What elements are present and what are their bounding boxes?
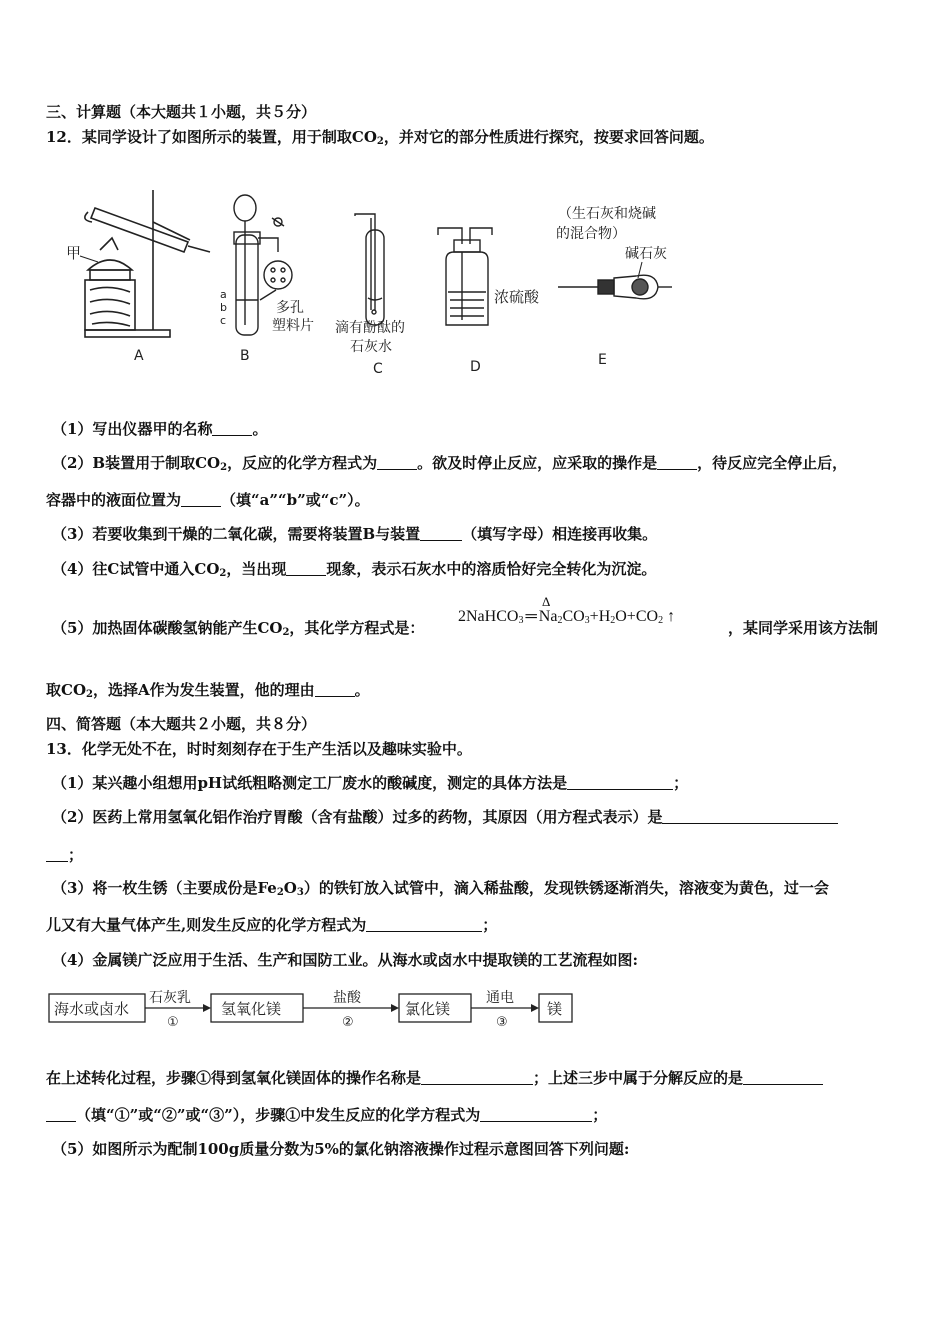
label-c-desc-2: 石灰水 [350,339,392,355]
label-c-desc-1: 滴有酚酞的 [335,320,405,336]
answer-blank[interactable] [212,421,252,436]
apparatus-a [85,190,210,337]
svg-text:c: c [220,314,227,327]
caption-e: E [598,352,607,368]
q12-part4: （4）往C试管中通入$CO_2$，当出现 现象，表示石灰水中的溶质恰好完全转化为沉淀。 [52,560,657,579]
q13-part4-line2: 在上述转化过程，步骤①得到氢氧化镁固体的操作名称是 ；上述三步中属于分解反应的是 [46,1068,823,1088]
q13-part4: （4）金属镁广泛应用于生活、生产和国防工业。从海水或卤水中提取镁的工艺流程如图: [52,951,638,969]
q12-part3: （3）若要收集到干燥的二氧化碳，需要将装置B与装置 （填写字母）相连接再收集。 [52,525,658,543]
label-e-desc-2: 的混合物） [556,226,626,242]
q13-part3: （3）将一枚生锈（主要成份是$Fe_2O_3$）的铁钉放入试管中，滴入稀盐酸，发现铁锈逐渐消失，溶液变为黄色，过一会 [52,879,829,898]
q13-part5: （5）如图所示为配制100g质量分数为5%的氯化钠溶液操作过程示意图回答下列问题: [52,1140,630,1158]
answer-blank[interactable] [480,1107,592,1122]
section3-title: 三、计算题（本大题共１小题，共５分） [46,103,317,121]
q12-stem: 12．某同学设计了如图所示的装置，用于制取$CO_2$，并对它的部分性质进行探究，按要求回答问题。 [46,128,714,147]
q12-part1: （1）写出仪器甲的名称 。 [52,420,268,438]
flow-box-3: 氯化镁 [405,1000,451,1018]
q13-part1: （1）某兴趣小组想用pH试纸粗略测定工厂废水的酸碱度，测定的具体方法是 ； [52,774,689,792]
answer-blank[interactable] [366,917,482,932]
flow-reagent-2: 盐酸 [333,990,361,1006]
answer-blank[interactable] [743,1070,823,1085]
label-porous-2: 塑料片 [272,318,314,334]
flow-step-3: ③ [496,1015,508,1030]
apparatus-figure [50,180,690,380]
answer-blank[interactable] [46,1107,76,1122]
label-jia: 甲 [66,244,82,262]
magnesium-flow [46,984,586,1034]
flow-reagent-1: 石灰乳 [149,990,191,1006]
answer-blank[interactable] [377,455,417,470]
flow-reagent-3: 通电 [486,990,514,1006]
answer-blank[interactable] [662,809,838,824]
q12-part5-tail: ，某同学采用该方法制 [728,619,879,637]
section4-title: 四、简答题（本大题共２小题，共８分） [46,715,317,733]
q12-part2: （2）B装置用于制取$CO_2$，反应的化学方程式为 。欲及时停止反应，应采取的操作是 ，待反应完全停止后， [52,454,848,473]
q13-part3-line2: 儿又有大量气体产生,则发生反应的化学方程式为 ； [46,916,498,934]
q13-part4-line3: （填“①”或“②”或“③”），步骤①中发生反应的化学方程式为 ； [46,1105,607,1125]
flow-box-2: 氢氧化镁 [221,1000,282,1018]
flow-step-2: ② [342,1015,354,1030]
answer-blank[interactable] [657,455,697,470]
answer-blank[interactable] [567,775,673,790]
flow-step-1: ① [167,1015,179,1030]
answer-blank[interactable] [46,847,68,862]
apparatus-e [558,275,672,299]
q12-part5-line2: 取$CO_2$，选择A作为发生装置，他的理由 。 [46,681,370,700]
caption-d: D [470,359,481,375]
label-porous-1: 多孔 [276,300,304,316]
q12-part2-line2: 容器中的液面位置为 （填“a”“b”或“c”）。 [46,491,370,509]
q13-part2-line2: ； [46,845,83,865]
apparatus-d [438,228,492,325]
label-acid: 浓硫酸 [494,288,540,306]
q12-part5: （5）加热固体碳酸氢钠能产生$CO_2$，其化学方程式是： [52,619,425,638]
flow-box-4: 镁 [547,1000,563,1018]
flow-box-1: 海水或卤水 [54,1000,130,1018]
label-e-desc-1: （生石灰和烧碱 [558,206,656,222]
answer-blank[interactable] [181,492,221,507]
label-lime: 碱石灰 [625,246,667,262]
svg-text:a: a [220,288,227,301]
answer-blank[interactable] [420,526,462,541]
answer-blank[interactable] [315,682,355,697]
caption-c: C [373,361,383,377]
q13-stem: 13．化学无处不在，时时刻刻存在于生产生活以及趣味实验中。 [46,740,472,758]
answer-blank[interactable] [286,561,326,576]
caption-b: B [240,348,250,364]
q13-part2: （2）医药上常用氢氧化铝作治疗胃酸（含有盐酸）过多的药物，其原因（用方程式表示）是 [52,807,838,827]
caption-a: A [134,348,144,364]
svg-text:b: b [220,301,227,314]
apparatus-c [355,214,384,325]
answer-blank[interactable] [421,1070,533,1085]
